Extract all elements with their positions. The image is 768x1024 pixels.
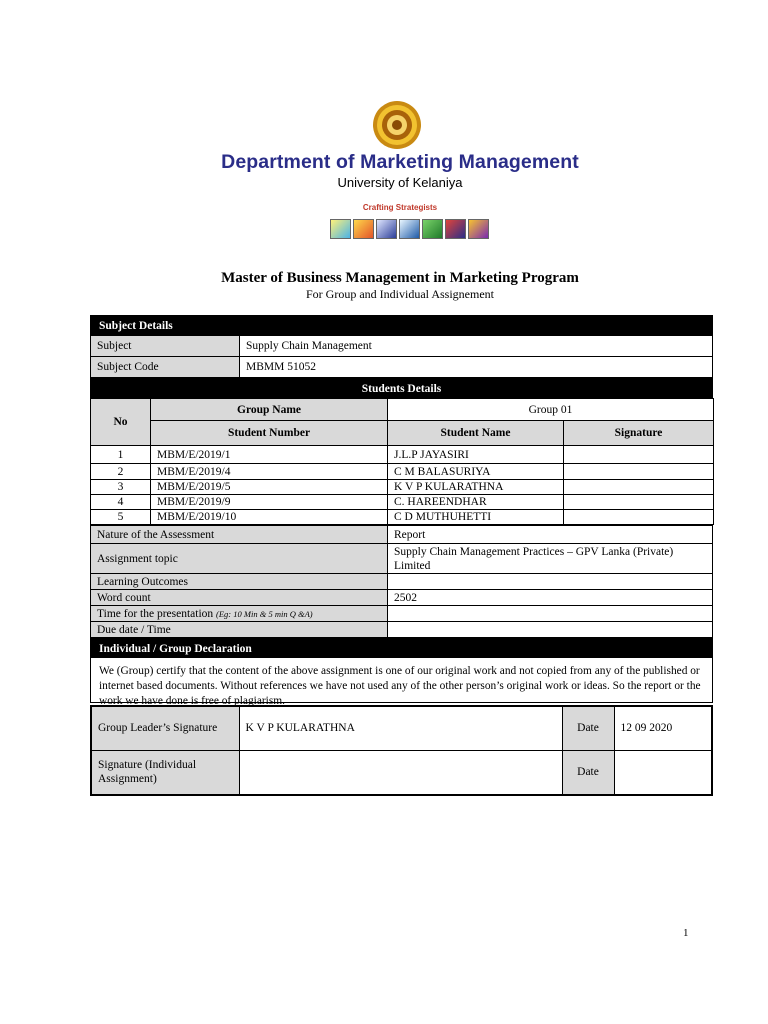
learning-outcomes-value [388,574,713,590]
program-subtitle: For Group and Individual Assignement [306,287,494,301]
row-student-number: MBM/E/2019/4 [151,464,388,480]
subject-code-value: MBMM 51052 [240,357,713,378]
table-row [91,480,714,495]
row-student-number: MBM/E/2019/1 [151,446,388,464]
department-name: Department of Marketing Management [221,151,579,173]
chart-icon [468,219,489,239]
individual-date-label: Date [562,750,614,795]
row-student-name: C M BALASURIYA [388,464,564,480]
student-name-header: Student Name [388,421,564,446]
assessment-details-table [90,525,713,638]
presentation-time-label-text: Time for the presentation [97,607,214,620]
table-row [91,495,714,510]
university-seal-logo [372,100,422,150]
tagline: Crafting Strategists [362,203,438,212]
topic-value: Supply Chain Management Practices – GPV Lanka (Private) Limited [388,544,713,574]
subject-details-heading: Subject Details [90,315,713,335]
no-header: No [91,399,151,446]
student-number-header: Student Number [151,421,388,446]
group-leader-signature-label: Group Leader’s Signature [91,706,239,750]
row-signature [564,480,714,495]
word-count-value: 2502 [388,590,713,606]
arrow-icon [445,219,466,239]
row-student-number: MBM/E/2019/9 [151,495,388,510]
due-date-value [388,622,713,638]
subject-label: Subject [91,336,240,357]
leader-date-label: Date [562,706,614,750]
row-no: 5 [91,510,151,525]
row-no: 3 [91,480,151,495]
signature-header: Signature [564,421,714,446]
group-name-header: Group Name [151,399,388,421]
row-no: 4 [91,495,151,510]
declaration-heading: Individual / Group Declaration [90,638,713,658]
row-student-name: C. HAREENDHAR [388,495,564,510]
subject-code-label: Subject Code [91,357,240,378]
group-leader-signature-value: K V P KULARATHNA [239,706,562,750]
group-name-value: Group 01 [388,399,714,421]
university-name: University of Kelaniya [337,175,463,190]
presentation-time-label [91,606,388,622]
program-title: Master of Business Management in Marketing Program [221,270,579,286]
table-row [91,464,714,480]
row-no: 1 [91,446,151,464]
row-signature [564,464,714,480]
department-icon-strip [330,219,489,239]
signature-table [90,705,713,796]
row-signature [564,495,714,510]
declaration-text: We (Group) certify that the content of the above assignment is one of our original work and not copied from any of the published or internet based documents. Without references we have not used any of the other person’s original work or ideas. So the report or the work we have done is free of plagiarism. [90,658,713,703]
individual-signature-value [239,750,562,795]
row-student-number: MBM/E/2019/10 [151,510,388,525]
row-student-name: J.L.P JAYASIRI [388,446,564,464]
due-date-label: Due date / Time [91,622,388,638]
nature-value: Report [388,526,713,544]
leader-date-value: 12 09 2020 [614,706,712,750]
row-student-name: C D MUTHUHETTI [388,510,564,525]
assignment-cover-form [90,315,713,796]
students-details-table [90,398,714,525]
table-row [91,446,714,464]
nature-label: Nature of the Assessment [91,526,388,544]
students-details-heading: Students Details [90,378,713,398]
subject-value: Supply Chain Management [240,336,713,357]
row-signature [564,446,714,464]
individual-signature-label: Signature (Individual Assignment) [91,750,239,795]
row-no: 2 [91,464,151,480]
word-count-label: Word count [91,590,388,606]
people-icon [399,219,420,239]
topic-label: Assignment topic [91,544,388,574]
page-number: 1 [683,927,689,939]
pencil-icon [330,219,351,239]
eye-icon [422,219,443,239]
table-row [91,510,714,525]
team-icon [376,219,397,239]
individual-date-value [614,750,712,795]
row-signature [564,510,714,525]
row-student-number: MBM/E/2019/5 [151,480,388,495]
learning-outcomes-label: Learning Outcomes [91,574,388,590]
presentation-time-hint: (Eg: 10 Min & 5 min Q &A) [216,608,313,619]
subject-details-table [90,335,713,378]
row-student-name: K V P KULARATHNA [388,480,564,495]
presentation-time-value [388,606,713,622]
person-icon [353,219,374,239]
